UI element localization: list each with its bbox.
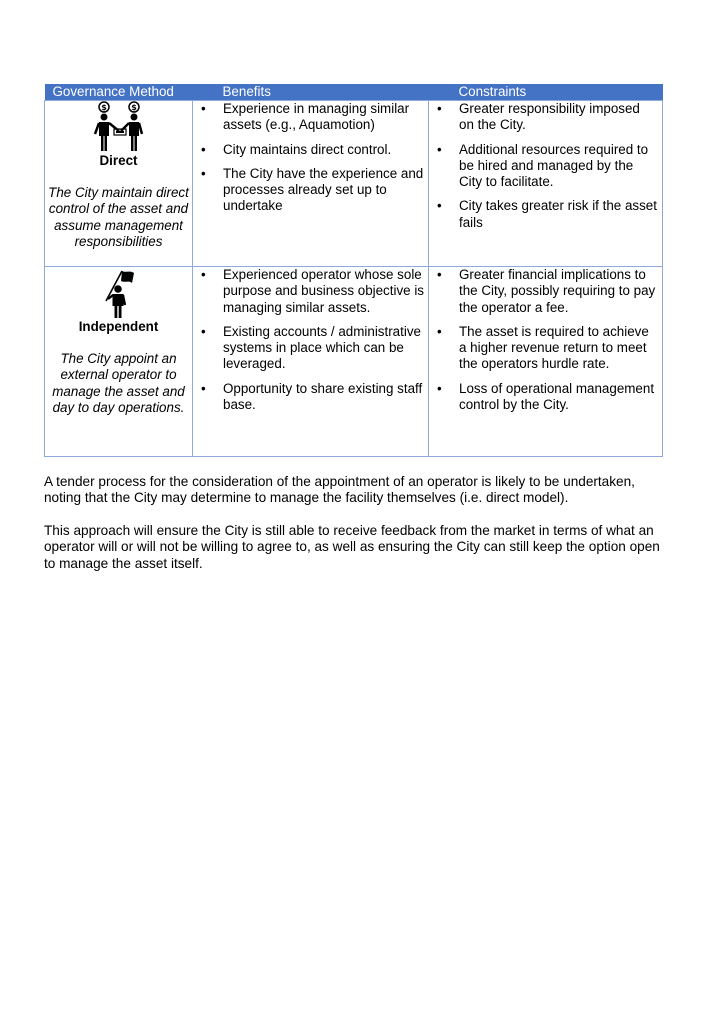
list-item: • Existing accounts / administrative systems in place which can be leveraged.	[193, 324, 428, 373]
constraints-cell	[429, 267, 663, 457]
list-item: • Experience in managing similar assets (e.g., Aquamotion)	[193, 101, 428, 134]
header-constraints: Constraints	[429, 84, 663, 101]
method-cell-direct	[45, 101, 193, 267]
svg-text:$: $	[100, 103, 107, 112]
header-benefits: Benefits	[193, 84, 429, 101]
list-item: • Greater responsibility imposed on the City.	[429, 101, 662, 134]
table-row	[45, 267, 663, 457]
benefits-cell	[193, 267, 429, 457]
list-item: • Greater financial implications to the City, possibly requiring to pay the operator a fee.	[429, 267, 662, 316]
list-item: • City takes greater risk if the asset fails	[429, 198, 662, 231]
method-description: The City maintain direct control of the asset and assume management responsibilities	[48, 185, 189, 249]
list-item: • The asset is required to achieve a higher revenue return to meet the operators hurdle rate.	[429, 324, 662, 373]
two-businessmen-money-icon	[92, 101, 146, 153]
method-cell-independent	[45, 267, 193, 457]
list-item: • City maintains direct control.	[193, 142, 428, 158]
constraints-cell	[429, 101, 663, 267]
method-name: Direct	[99, 153, 138, 168]
list-item: • The City have the experience and processes already set up to undertake	[193, 166, 428, 215]
list-item: • Opportunity to share existing staff base.	[193, 381, 428, 414]
svg-text:$: $	[130, 103, 137, 112]
body-paragraph: A tender process for the consideration of the appointment of an operator is likely to be undertaken, noting that the City may determine to manage the facility themselves (i.e. direct model).	[44, 474, 635, 506]
list-item: • Loss of operational management control by the City.	[429, 381, 662, 414]
body-paragraph: This approach will ensure the City is still able to receive feedback from the market in terms of what an operator will or will not be willing to agree to, as well as ensuring the City can still keep the option open to manage the asset itself.	[44, 523, 660, 571]
table-row	[45, 101, 663, 267]
list-item: • Experienced operator whose sole purpose and business objective is managing similar assets.	[193, 267, 428, 316]
header-governance-method: Governance Method	[45, 84, 193, 101]
list-item: • Additional resources required to be hired and managed by the City to facilitate.	[429, 142, 662, 191]
person-with-flag-icon	[96, 267, 142, 319]
governance-table	[44, 84, 663, 457]
benefits-cell	[193, 101, 429, 267]
method-name: Independent	[78, 319, 159, 334]
table-header-row	[45, 84, 663, 101]
method-description: The City appoint an external operator to manage the asset and day to day operations.	[52, 351, 185, 415]
